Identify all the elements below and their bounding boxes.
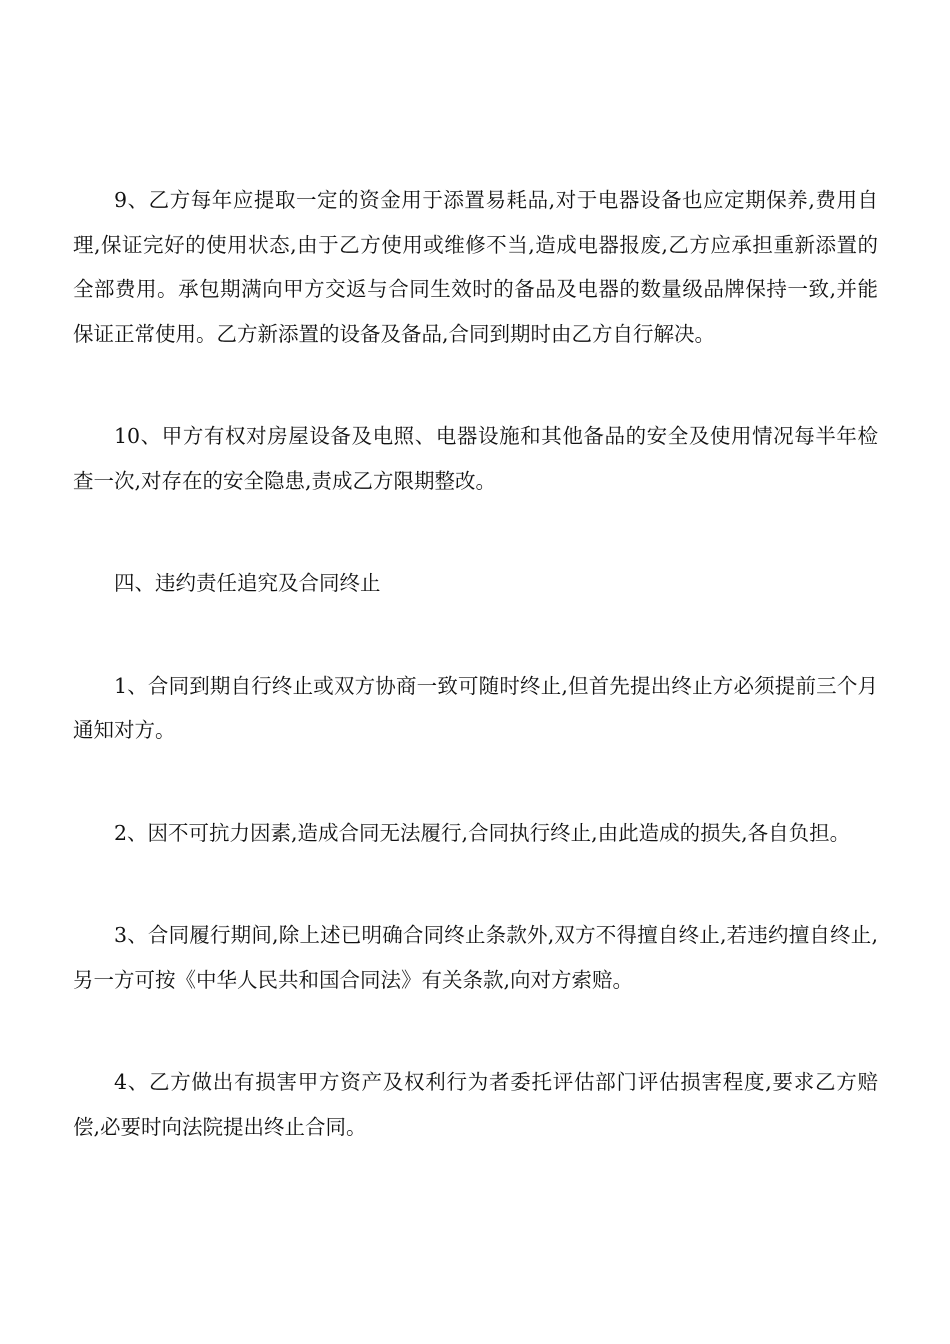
clause-2-paragraph: 2、因不可抗力因素,造成合同无法履行,合同执行终止,由此造成的损失,各自负担。 — [114, 820, 851, 845]
clause-9-paragraph: 9、乙方每年应提取一定的资金用于添置易耗品,对于电器设备也应定期保养,费用自理,保证完好的使用状态,由于乙方使用或维修不当,造成电器报废,乙方应承担重新添置的全部费用。承包期满向甲方交返与合同生效时的备品及电器的数量级品牌保持一致,并能保证正常使用。乙方新添置的设备及备品,合同到期时由乙方自行解决。 — [73, 188, 878, 346]
clause-4-paragraph: 4、乙方做出有损害甲方资产及权利行为者委托评估部门评估损害程度,要求乙方赔偿,必要时向法院提出终止合同。 — [73, 1070, 878, 1139]
section-heading: 四、违约责任追究及合同终止 — [114, 571, 381, 595]
document-body — [73, 178, 878, 1207]
clause-10-paragraph: 10、甲方有权对房屋设备及电照、电器设施和其他备品的安全及使用情况每半年检查一次,对存在的安全隐患,责成乙方限期整改。 — [73, 424, 878, 493]
clause-3-paragraph: 3、合同履行期间,除上述已明确合同终止条款外,双方不得擅自终止,若违约擅自终止,另一方可按《中华人民共和国合同法》有关条款,向对方索赔。 — [73, 923, 878, 992]
clause-1-paragraph: 1、合同到期自行终止或双方协商一致可随时终止,但首先提出终止方必须提前三个月通知对方。 — [73, 673, 878, 742]
